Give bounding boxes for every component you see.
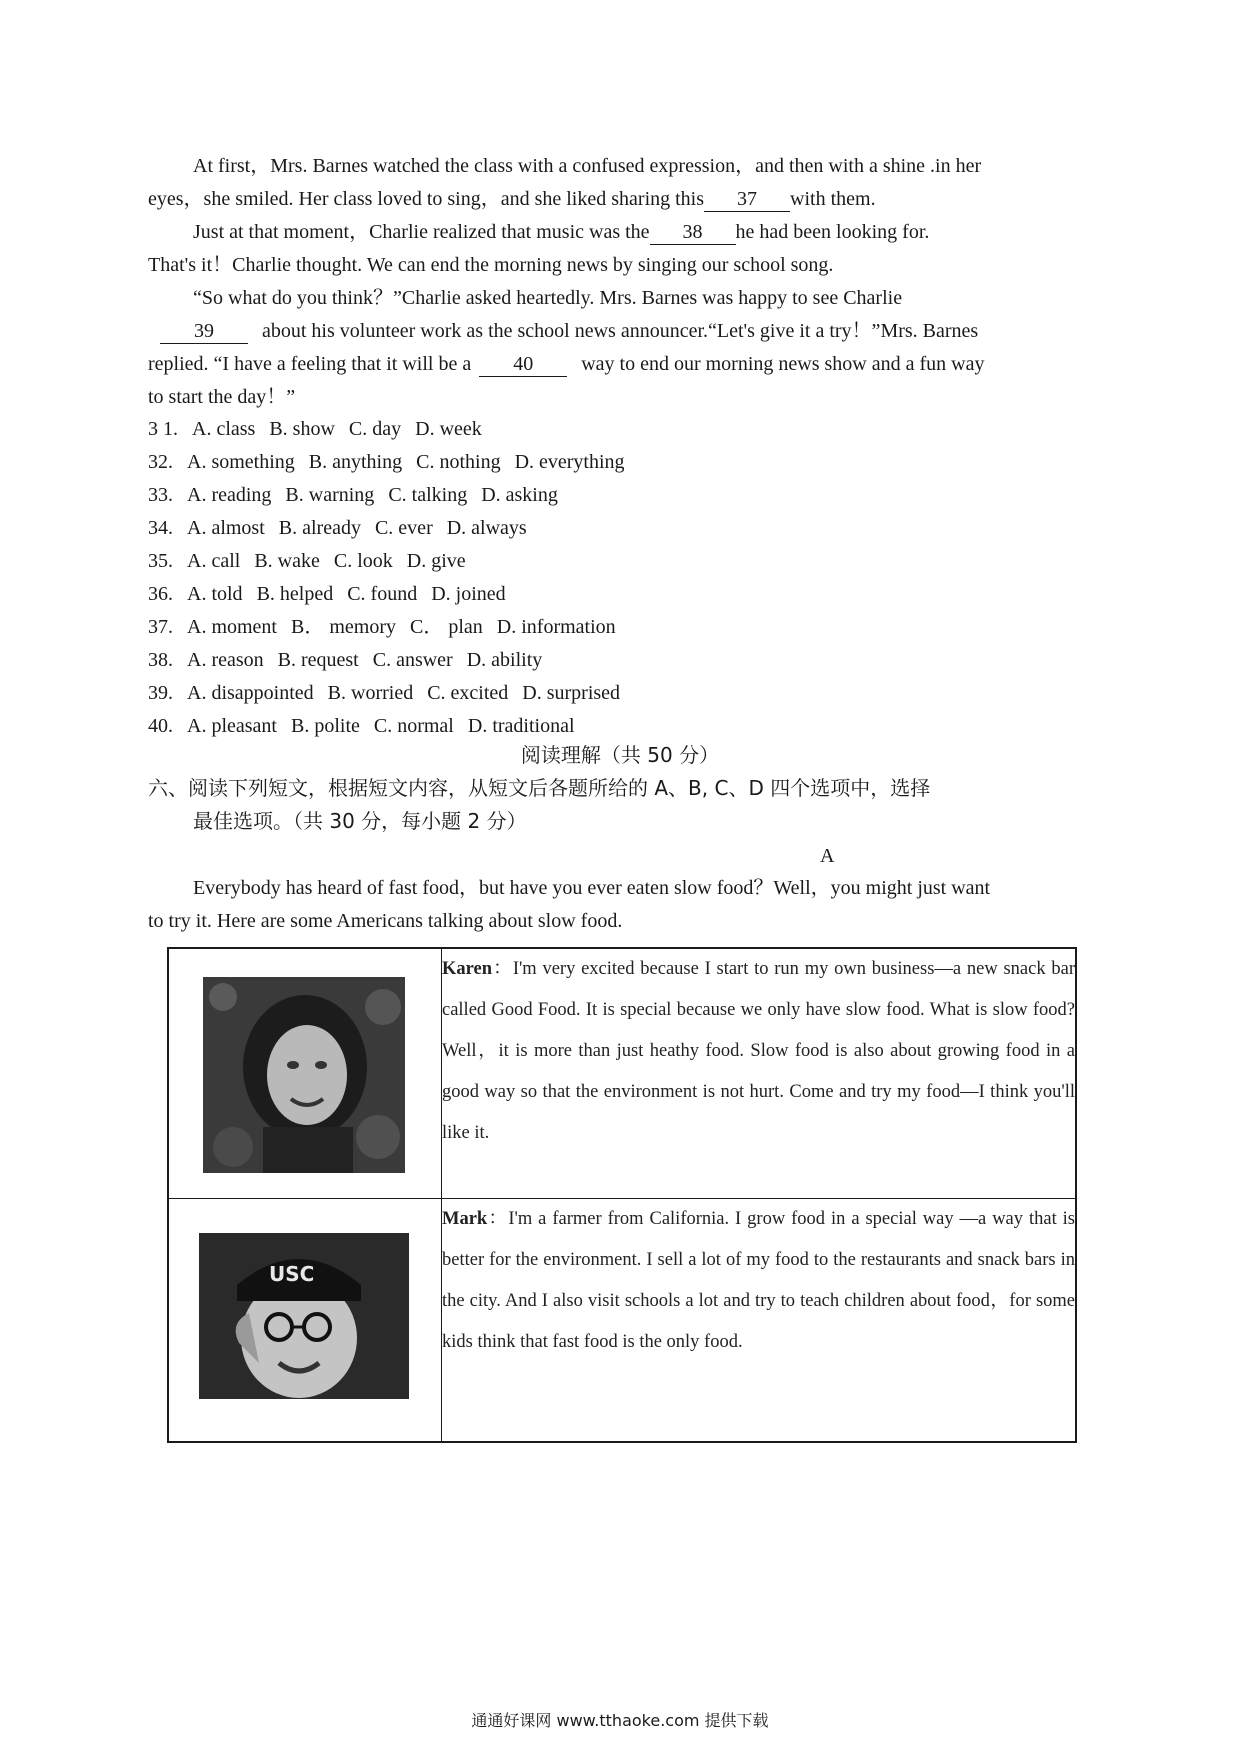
intro-line-2: to try it. Here are some Americans talking about slow food. xyxy=(148,910,623,932)
mark-name: Mark xyxy=(442,1208,488,1229)
table-row xyxy=(168,1198,1076,1442)
instruction-line-1: 六、阅读下列短文，根据短文内容，从短文后各题所给的 A、B, C、D 四个选项中，选择 xyxy=(148,776,931,800)
people-table xyxy=(167,947,1077,1443)
karen-statement: I'm very excited because I start to run my own business—a new snack bar called Good Food. It is special because we only have slow food. What is slow food? Well，it is more than just heathy food. Slow food is also about growing food in a good way so that the environment is not hurt. Come and try my food—I think you'll like it. xyxy=(442,959,1075,1143)
passage-letter: A xyxy=(820,845,835,867)
karen-text-cell: Karen：I'm very excited because I start to run my own business—a new snack bar called Good Food. It is special because we only have slow food. What is slow food? Well，it is more than just heathy food. Slow food is also about growing food in a good way so that the environment is not hurt. Come and try my food—I think you'll like it. xyxy=(442,948,1077,1198)
cloze-line-7: replied. “I have a feeling that it will be a 40 way to end our morning news show and a fun way xyxy=(148,353,985,375)
woman-photo-icon xyxy=(203,977,405,1173)
question-39-options: 39. A. disappointed B. worried C. excited D. surprised xyxy=(148,682,621,704)
cap-text: USC xyxy=(269,1261,315,1286)
mark-statement: I'm a farmer from California. I grow food in a special way —a way that is better for the environment. I sell a lot of my food to the restaurants and snack bars in the city. And I also visit schools a lot and try to teach children about food，for some kids think that fast food is the only food. xyxy=(442,1208,1075,1352)
cloze-line-6: 39 about his volunteer work as the school news announcer.“Let's give it a try！”Mrs. Barnes xyxy=(148,315,978,348)
blank-37: 37 xyxy=(704,187,790,212)
blank-38: 38 xyxy=(650,220,736,245)
photo-cell-mark xyxy=(168,1198,442,1442)
man-photo-graphic xyxy=(199,1233,409,1399)
photo-cell-karen xyxy=(168,948,442,1198)
instruction-line-2: 最佳选项。（共 30 分，每小题 2 分） xyxy=(193,809,527,833)
woman-photo-graphic xyxy=(203,977,405,1173)
options-list xyxy=(148,413,639,743)
question-37-options: 37. A. moment B． memory C． plan D. information xyxy=(148,616,616,638)
table-row xyxy=(168,948,1076,1198)
cloze-line-1: At first，Mrs. Barnes watched the class with a confused expression，and then with a shine .in her xyxy=(193,155,982,177)
question-32-options: 32. A. something B. anything C. nothing D. everything xyxy=(148,451,625,473)
intro-line-1: Everybody has heard of fast food，but have you ever eaten slow food？Well，you might just want xyxy=(193,877,991,899)
man-photo-icon xyxy=(199,1233,409,1399)
footer-watermark: 通通好课网 www.tthaoke.com 提供下载 xyxy=(471,1711,769,1730)
question-31-options: 3 1. A. class B. show C. day D. week xyxy=(148,418,482,440)
cloze-line-2: eyes，she smiled. Her class loved to sing，and she liked sharing this 37 with them. xyxy=(148,188,876,210)
question-40-options: 40. A. pleasant B. polite C. normal D. traditional xyxy=(148,715,575,737)
cloze-line-8: to start the day！” xyxy=(148,386,296,408)
cloze-line-3: Just at that moment，Charlie realized that music was the 38 he had been looking for. xyxy=(193,221,930,243)
karen-name: Karen xyxy=(442,959,493,979)
blank-39: 39 xyxy=(160,319,248,344)
question-35-options: 35. A. call B. wake C. look D. give xyxy=(148,550,466,572)
question-33-options: 33. A. reading B. warning C. talking D. asking xyxy=(148,484,558,506)
cloze-line-5: “So what do you think？”Charlie asked heartedly. Mrs. Barnes was happy to see Charlie xyxy=(193,287,903,309)
blank-40: 40 xyxy=(479,352,567,377)
cloze-line-4: That's it！Charlie thought. We can end the morning news by singing our school song. xyxy=(148,254,834,276)
question-34-options: 34. A. almost B. already C. ever D. always xyxy=(148,517,527,539)
question-38-options: 38. A. reason B. request C. answer D. ability xyxy=(148,649,543,671)
mark-text-cell: Mark：I'm a farmer from California. I grow food in a special way —a way that is better for the environment. I sell a lot of my food to the restaurants and snack bars in the city. And I also visit schools a lot and try to teach children about food，for some kids think that fast food is the only food. xyxy=(442,1198,1077,1442)
question-36-options: 36. A. told B. helped C. found D. joined xyxy=(148,583,506,605)
section-title: 阅读理解（共 50 分） xyxy=(520,743,720,767)
